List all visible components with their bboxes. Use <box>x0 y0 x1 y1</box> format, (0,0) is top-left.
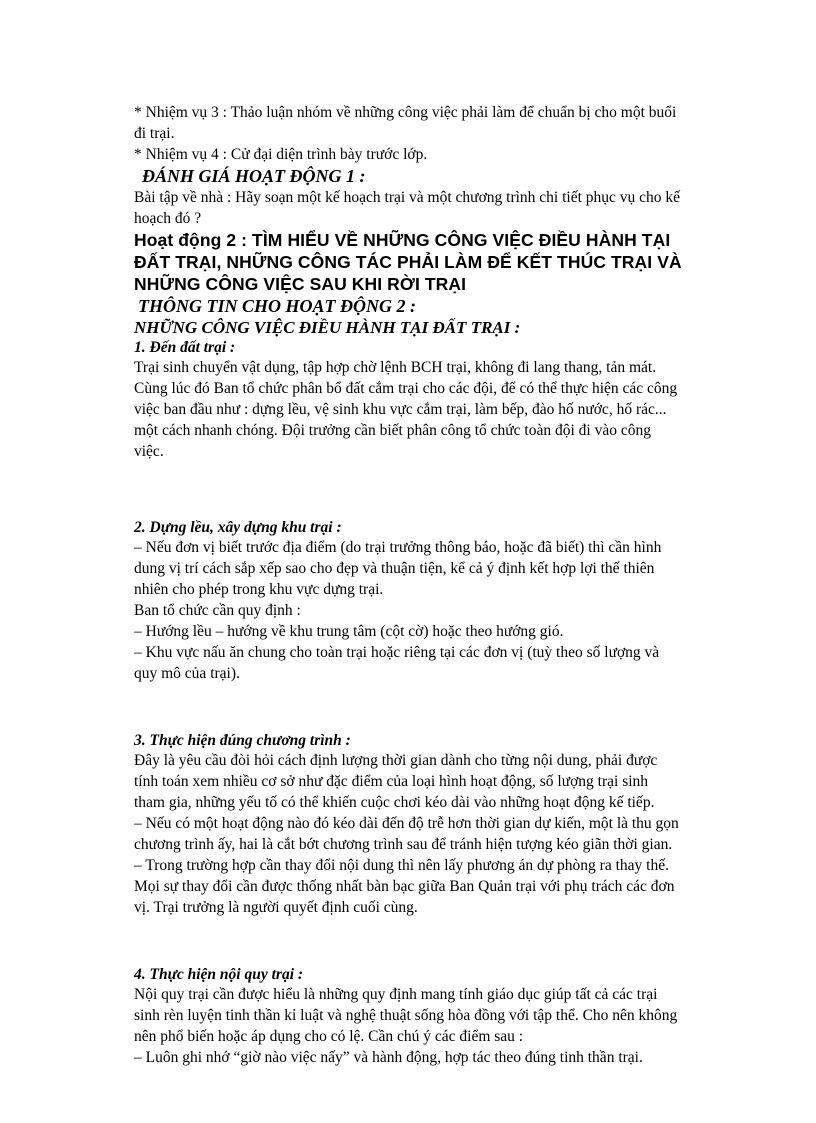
subsection-3-paragraph: – Trong trường hợp cần thay đổi nội dung thì nên lấy phương án dự phòng ra thay thế. Mọi sự thay đổi cần được thống nhất bàn bạc giữa Ban Quản trại với phụ trách các đơn vị. Trại trưởng là người quyết định cuối cùng. <box>134 857 675 916</box>
subsection-3-title: 3. Thực hiện đúng chương trình : <box>134 732 351 749</box>
subsection-2-title: 2. Dựng lều, xây dựng khu trại : <box>134 519 342 536</box>
subsection-4-title: 4. Thực hiện nội quy trại : <box>134 966 304 983</box>
homework-text: Bài tập về nhà : Hãy soạn một kế hoạch trại và một chương trình chi tiết phục vụ cho kế hoạch đó ? <box>134 189 681 227</box>
subsection-1-title: 1. Đến đất trại : <box>134 339 236 356</box>
task-3-text: * Nhiệm vụ 3 : Thảo luận nhóm về những công việc phải làm để chuẩn bị cho một buổi đi trại. <box>134 104 677 142</box>
subsection-4-paragraph: – Luôn ghi nhớ “giờ nào việc nấy” và hành động, hợp tác theo đúng tinh thần trại. <box>134 1049 643 1066</box>
activity-2-heading: Hoạt động 2 : TÌM HIỂU VỀ NHỮNG CÔNG VIỆC ĐIỀU HÀNH TẠI ĐẤT TRẠI, NHỮNG CÔNG TÁC PHẢI LÀM ĐỂ KẾT THÚC TRẠI VÀ NHỮNG CÔNG VIỆC SAU KHI RỜI TRẠI <box>134 230 682 294</box>
subsection-3-paragraph: Đây là yêu cầu đòi hỏi cách định lượng thời gian dành cho từng nội dung, phải được tính toán xem nhiều cơ sở như đặc điểm của loại hình hoạt động, số lượng trại sinh tham gia, những yếu tố có thể khiến cuộc chơi kéo dài vào những hoạt động kế tiếp. <box>134 752 658 811</box>
subsection-1-body: Trại sinh chuyển vật dụng, tập hợp chờ lệnh BCH trại, không đi lang thang, tản mát. Cùng lúc đó Ban tổ chức phân bổ đất cắm trại cho các đội, để có thể thực hiện các công việc ban đầu như : dựng lều, vệ sinh khu vực cắm trại, làm bếp, đào hố nước, hố rác... một cách nhanh chóng. Đội trưởng cần biết phân công tổ chức toàn đội đi vào công việc. <box>134 359 678 460</box>
section-title: NHỮNG CÔNG VIỆC ĐIỀU HÀNH TẠI ĐẤT TRẠI : <box>134 318 521 337</box>
subsection-2-paragraph: Ban tổ chức cần quy định : <box>134 602 301 619</box>
evaluation-title: ĐÁNH GIÁ HOẠT ĐỘNG 1 : <box>142 166 366 186</box>
subsection-2-paragraph: – Hướng lều – hướng về khu trung tâm (cột cờ) hoặc theo hướng gió. <box>134 623 564 640</box>
info-title: THÔNG TIN CHO HOẠT ĐỘNG 2 : <box>138 296 416 316</box>
task-4-text: * Nhiệm vụ 4 : Cử đại diện trình bày trước lớp. <box>134 146 428 163</box>
document-page <box>134 102 682 1068</box>
subsection-2-paragraph: – Khu vực nấu ăn chung cho toàn trại hoặc riêng tại các đơn vị (tuỳ theo số lượng và quy mô của trại). <box>134 644 660 682</box>
subsection-3-paragraph: – Nếu có một hoạt động nào đó kéo dài đến độ trễ hơn thời gian dự kiến, một là thu gọn chương trình ấy, hai là cắt bớt chương trình sau để tránh hiện tượng kéo giãn thời gian. <box>134 815 679 853</box>
subsection-4-paragraph: Nội quy trại cần được hiểu là những quy định mang tính giáo dục giúp tất cả các trại sinh rèn luyện tinh thần kỉ luật và nghệ thuật sống hòa đồng với tập thể. Cho nên không nên phổ biến hoặc áp dụng cho có lệ. Cần chú ý các điểm sau : <box>134 986 678 1045</box>
subsection-2-paragraph: – Nếu đơn vị biết trước địa điểm (do trại trưởng thông báo, hoặc đã biết) thì cần hình dung vị trí cách sắp xếp sao cho đẹp và thuận tiện, kể cả ý định kết hợp lợi thế thiên nhiên cho phép trong khu vực dựng trại. <box>134 539 662 598</box>
